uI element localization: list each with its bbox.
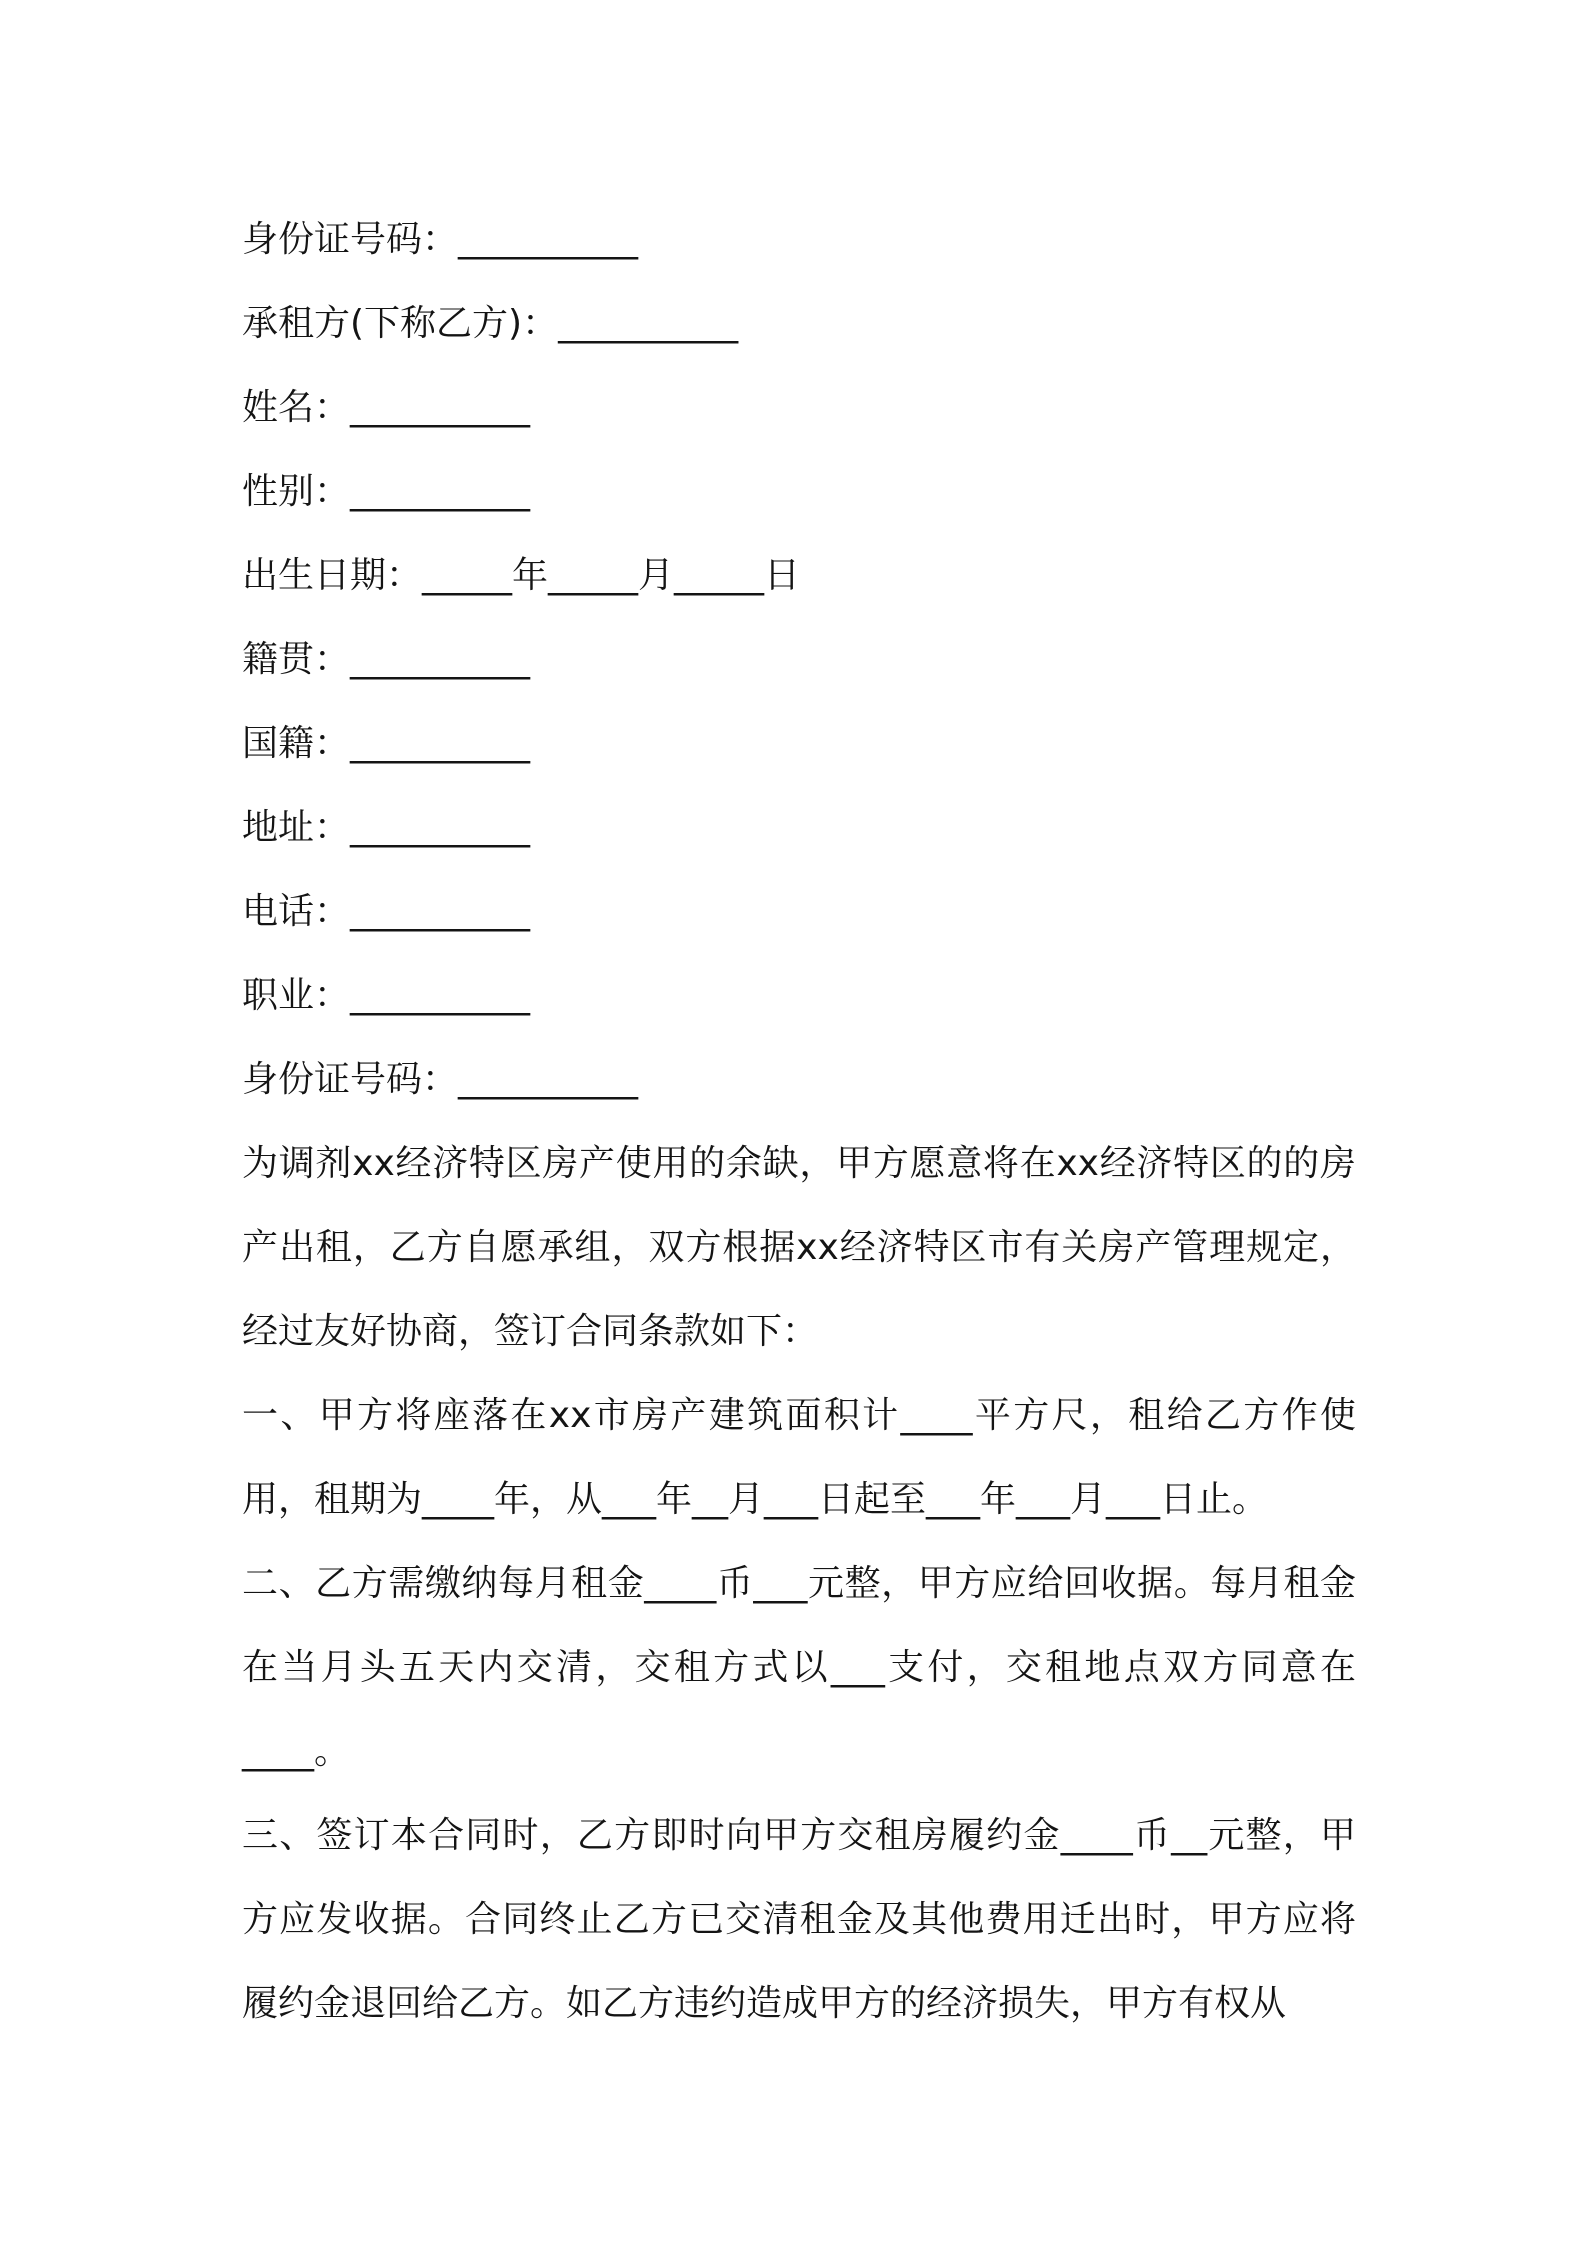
id-number-field-1: 身份证号码：__________ [242, 219, 639, 260]
id-number-field-2: 身份证号码：__________ [242, 1059, 639, 1100]
clause-3-paragraph: 三、签订本合同时，乙方即时向甲方交租房履约金____币__元整，甲方应发收据。合同终止乙方已交清租金及其他费用迁出时，甲方应将履约金退回给乙方。如乙方违约造成甲方的经济损失，甲方有权从 [242, 1815, 1356, 2024]
nationality-field: 国籍：__________ [242, 723, 531, 764]
name-field: 姓名：__________ [242, 387, 531, 428]
clause-1-paragraph: 一、甲方将座落在xx市房产建筑面积计____平方尺，租给乙方作使用，租期为____年，从___年__月___日起至___年___月___日止。 [242, 1395, 1356, 1520]
birth-date-field: 出生日期：_____年_____月_____日 [242, 555, 801, 596]
address-field: 地址：__________ [242, 807, 531, 848]
contract-body [242, 198, 1356, 2046]
clause-2-paragraph: 二、乙方需缴纳每月租金____币___元整，甲方应给回收据。每月租金在当月头五天内交清，交租方式以___支付，交租地点双方同意在____。 [242, 1563, 1356, 1772]
occupation-field: 职业：__________ [242, 975, 531, 1016]
gender-field: 性别：__________ [242, 471, 531, 512]
native-place-field: 籍贯：__________ [242, 639, 531, 680]
intro-paragraph: 为调剂xx经济特区房产使用的余缺，甲方愿意将在xx经济特区的的房产出租，乙方自愿承组，双方根据xx经济特区市有关房产管理规定，经过友好协商，签订合同条款如下： [242, 1143, 1356, 1352]
lessee-field: 承租方(下称乙方)：__________ [242, 303, 739, 344]
phone-field: 电话：__________ [242, 891, 531, 932]
